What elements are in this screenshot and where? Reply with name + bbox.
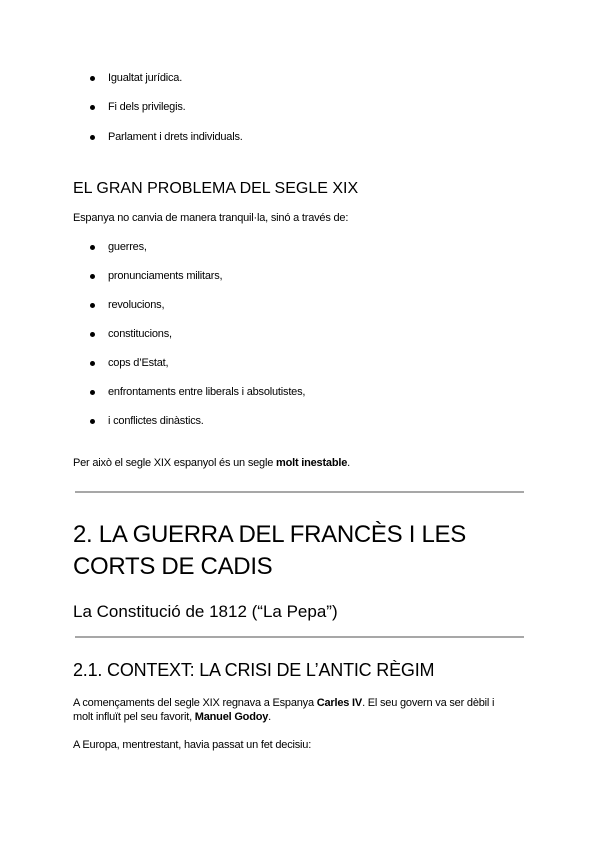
list-item-text: enfrontaments entre liberals i absolutistes, [108, 386, 306, 398]
paragraph-context-line2 [73, 711, 271, 723]
list-item-text: constitucions, [108, 328, 172, 340]
bullet-icon [90, 245, 95, 250]
section-heading-context: 2.1. CONTEXT: LA CRISI DE L’ANTIC RÈGIM [73, 660, 435, 680]
chapter-title-line2: CORTS DE CADIS [73, 553, 273, 580]
context-text: A començaments del segle XIX regnava a Espanya [73, 697, 317, 709]
bullet-icon [90, 105, 95, 110]
paragraph-conclusion [73, 457, 350, 469]
horizontal-rule [75, 636, 524, 638]
conclusion-end: . [347, 457, 351, 469]
paragraph-intro: Espanya no canvia de manera tranquil·la, sinó a través de: [73, 212, 349, 224]
bullet-icon [90, 76, 95, 81]
list-item-text: cops d’Estat, [108, 357, 169, 369]
list-item-text: guerres, [108, 241, 147, 253]
context-text: . [268, 711, 272, 723]
conclusion-text: Per això el segle XIX espanyol és un segle [73, 457, 276, 469]
bullet-icon [90, 303, 95, 308]
favorite-name: Manuel Godoy [194, 711, 269, 723]
bullet-icon [90, 419, 95, 424]
king-name: Carles IV [316, 697, 363, 709]
context-text: . El seu govern va ser dèbil i [362, 697, 495, 709]
paragraph-context-line1 [73, 697, 494, 709]
chapter-subtitle: La Constitució de 1812 (“La Pepa”) [73, 602, 338, 621]
paragraph-europe: A Europa, mentrestant, havia passat un fet decisiu: [73, 739, 312, 751]
list-item-text: Parlament i drets individuals. [108, 131, 243, 143]
conclusion-bold: molt inestable [275, 457, 348, 469]
bullet-icon [90, 274, 95, 279]
bullet-icon [90, 332, 95, 337]
bullet-icon [90, 390, 95, 395]
context-text: molt influït pel seu favorit, [73, 711, 195, 723]
list-item-text: Igualtat jurídica. [108, 72, 183, 84]
bullet-icon [90, 135, 95, 140]
section-heading-problem: EL GRAN PROBLEMA DEL SEGLE XIX [73, 180, 359, 197]
bullet-icon [90, 361, 95, 366]
chapter-title [73, 519, 466, 583]
chapter-title-line1: 2. LA GUERRA DEL FRANCÈS I LES [73, 521, 466, 548]
list-item-text: revolucions, [108, 299, 165, 311]
horizontal-rule [75, 491, 524, 493]
list-item-text: pronunciaments militars, [108, 270, 223, 282]
list-item-text: i conflictes dinàstics. [108, 415, 204, 427]
list-item-text: Fi dels privilegis. [108, 101, 186, 113]
